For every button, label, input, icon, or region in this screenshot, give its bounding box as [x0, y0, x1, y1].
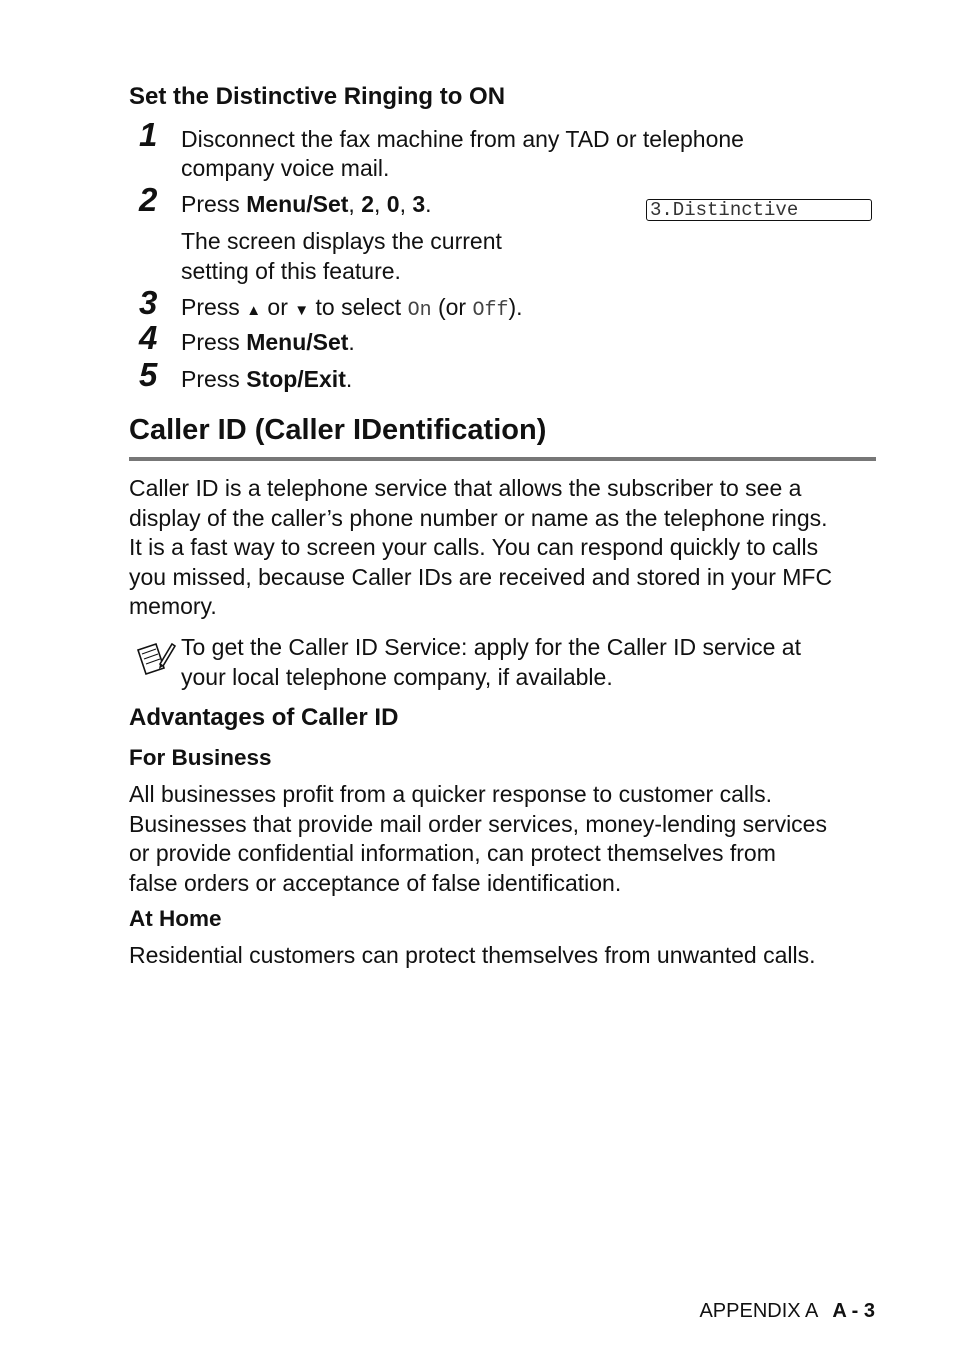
text-run: or [261, 294, 295, 320]
text-run: , [348, 191, 362, 217]
text-run: Press [181, 294, 247, 320]
key-2: 2 [361, 191, 374, 217]
step-subtext: setting of this feature. [181, 258, 401, 284]
text-run: (or [431, 294, 473, 320]
step-text [181, 292, 523, 326]
step-text [181, 189, 432, 219]
text-run: , [374, 191, 387, 217]
text-line: or provide confidential information, can protect themselves from [129, 840, 776, 866]
text-run: Press [181, 366, 247, 392]
text-run: . [348, 329, 355, 355]
footer-label: APPENDIX A [699, 1300, 819, 1322]
text-run: to select [309, 294, 408, 320]
page-number: A - 3 [832, 1300, 875, 1322]
step-number: 2 [139, 181, 158, 218]
intro-paragraph [129, 474, 879, 622]
text-line: It is a fast way to screen your calls. You can respond quickly to calls [129, 534, 819, 560]
down-arrow-icon: ▼ [294, 302, 310, 319]
step-number: 3 [139, 284, 158, 321]
page-footer [699, 1300, 875, 1323]
section-title: Set the Distinctive Ringing to ON [129, 83, 506, 110]
business-paragraph [129, 780, 879, 898]
key-stop-exit: Stop/Exit [246, 366, 346, 392]
text-line: display of the caller’s phone number or name as the telephone rings. [129, 504, 828, 531]
text-run: Press [181, 191, 247, 217]
text-line: memory. [129, 593, 217, 619]
text-run: Press [181, 329, 247, 355]
text-run: , [399, 191, 413, 217]
option-on: On [407, 299, 432, 322]
step-text: company voice mail. [181, 155, 390, 181]
home-heading: At Home [129, 906, 222, 931]
step-text [181, 327, 355, 357]
chapter-heading: Caller ID (Caller IDentification) [129, 414, 547, 446]
note-text [181, 632, 881, 692]
text-line: false orders or acceptance of false identification. [129, 869, 622, 896]
step-number: 4 [139, 319, 158, 356]
advantages-heading: Advantages of Caller ID [129, 704, 399, 731]
text-line: Businesses that provide mail order services, money-lending services [129, 810, 827, 837]
text-line: Caller ID is a telephone service that allows the subscriber to see a [129, 475, 802, 501]
step-text [181, 364, 352, 394]
key-menu-set: Menu/Set [246, 329, 349, 355]
text-line: you missed, because Caller IDs are received and stored in your MFC [129, 563, 833, 590]
text-line: To get the Caller ID Service: apply for the Caller ID service at [181, 634, 801, 660]
text-line: All businesses profit from a quicker response to customer calls. [129, 781, 772, 807]
text-line: your local telephone company, if available. [181, 664, 613, 690]
lcd-display: 3.Distinctive [646, 199, 872, 221]
key-0: 0 [386, 191, 400, 217]
step-subtext: The screen displays the current [181, 228, 502, 254]
business-heading: For Business [129, 745, 272, 770]
step-text: Disconnect the fax machine from any TAD or telephone [181, 126, 744, 152]
step-number: 5 [139, 356, 158, 393]
text-run: . [345, 366, 353, 392]
key-menu-set: Menu/Set [246, 191, 349, 217]
option-off: Off [472, 299, 509, 322]
heading-rule [129, 457, 876, 461]
note-pencil-icon [134, 638, 176, 678]
text-run: ). [508, 294, 523, 320]
home-paragraph: Residential customers can protect themselves from unwanted calls. [129, 942, 816, 968]
key-3: 3 [412, 191, 426, 217]
step-number: 1 [139, 116, 158, 153]
text-run: . [425, 191, 432, 217]
up-arrow-icon: ▲ [246, 302, 262, 319]
